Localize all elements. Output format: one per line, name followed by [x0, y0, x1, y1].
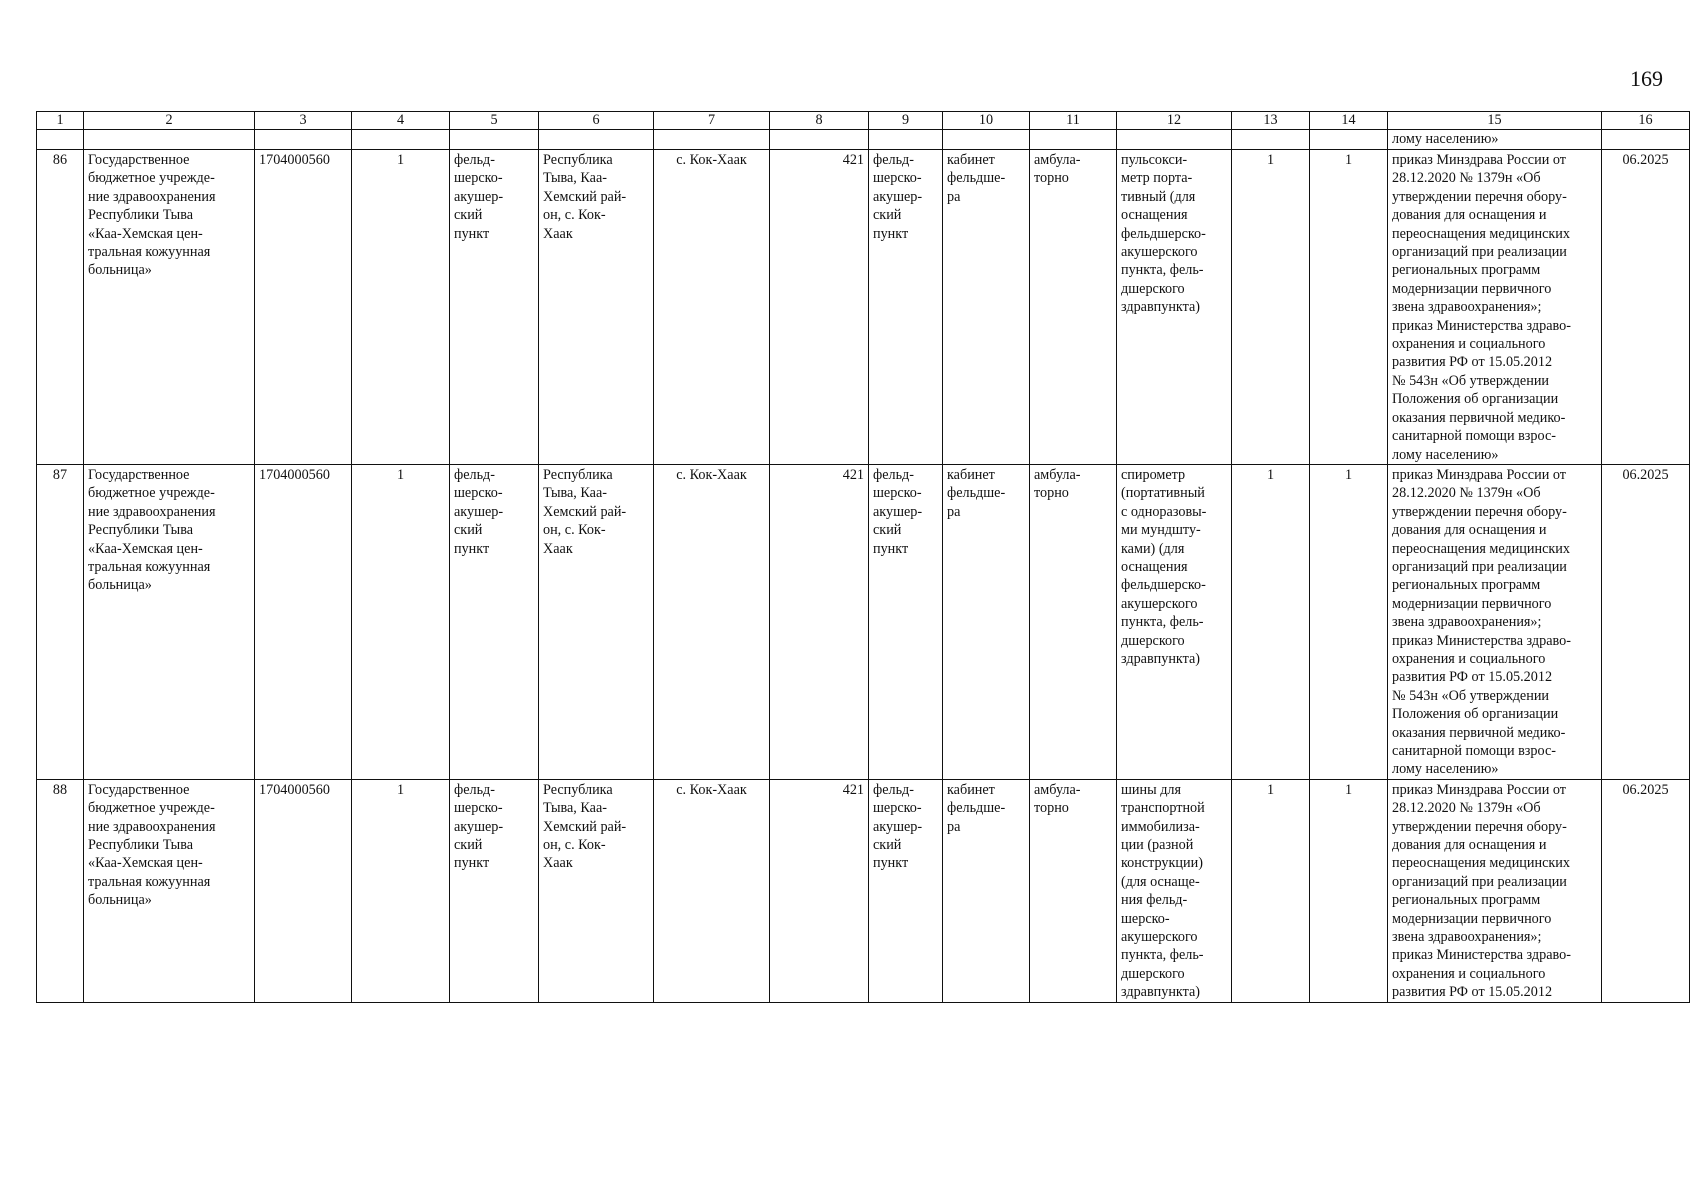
settlement: с. Кок-Хаак	[654, 464, 770, 779]
organization-name: Государственное бюджетное учрежде- ние здравоохранения Республики Тыва «Каа-Хемская цен- тральная кожуунная больница»	[84, 779, 255, 1002]
column-header: 5	[450, 112, 539, 130]
table-row	[37, 779, 1690, 1002]
col8-value: 421	[770, 150, 869, 465]
facility-type: фельд- шерско- акушер- ский пункт	[450, 779, 539, 1002]
unit-type: фельд- шерско- акушер- ский пункт	[869, 464, 943, 779]
equipment-table	[36, 111, 1690, 1003]
organization-code: 1704000560	[255, 779, 352, 1002]
facility-address: Республика Тыва, Каа- Хемский рай- он, с. Кок- Хаак	[539, 779, 654, 1002]
room-name: кабинет фельдше- ра	[943, 150, 1030, 465]
column-header: 4	[352, 112, 450, 130]
column-header: 6	[539, 112, 654, 130]
column-header: 2	[84, 112, 255, 130]
col8-value: 421	[770, 779, 869, 1002]
due-date: 06.2025	[1602, 150, 1690, 465]
column-header: 7	[654, 112, 770, 130]
column-header: 10	[943, 112, 1030, 130]
col8-value: 421	[770, 464, 869, 779]
col13-value: 1	[1232, 779, 1310, 1002]
facility-type: фельд- шерско- акушер- ский пункт	[450, 464, 539, 779]
col14-value: 1	[1310, 150, 1388, 465]
organization-name: Государственное бюджетное учрежде- ние здравоохранения Республики Тыва «Каа-Хемская цен- тральная кожуунная больница»	[84, 150, 255, 465]
row-number: 88	[37, 779, 84, 1002]
legal-basis: приказ Минздрава России от 28.12.2020 № 1379н «Об утверждении перечня обору- дования для оснащения и переоснащения медицинских организаций при реализации региональных программ модернизации первичного звена здравоохранения»; приказ Министерства здраво- охранения и социального развития РФ от 15.05.2012 № 543н «Об утверждении Положения об организации оказания первичной медико- санитарной помощи взрос- лому населению»	[1388, 464, 1602, 779]
care-condition: амбула- торно	[1030, 779, 1117, 1002]
col4-value: 1	[352, 779, 450, 1002]
column-header: 16	[1602, 112, 1690, 130]
column-header: 11	[1030, 112, 1117, 130]
column-header: 8	[770, 112, 869, 130]
column-header: 15	[1388, 112, 1602, 130]
continuation-text: лому населению»	[1388, 130, 1602, 150]
unit-type: фельд- шерско- акушер- ский пункт	[869, 150, 943, 465]
care-condition: амбула- торно	[1030, 150, 1117, 465]
column-header: 12	[1117, 112, 1232, 130]
legal-basis: приказ Минздрава России от 28.12.2020 № 1379н «Об утверждении перечня обору- дования для оснащения и переоснащения медицинских организаций при реализации региональных программ модернизации первичного звена здравоохранения»; приказ Министерства здраво- охранения и социального развития РФ от 15.05.2012	[1388, 779, 1602, 1002]
column-header: 9	[869, 112, 943, 130]
equipment-name: спирометр (портативный с одноразовы- ми мундшту- ками) (для оснащения фельдшерско- акушерского пункта, фель- дшерского здравпункта)	[1117, 464, 1232, 779]
unit-type: фельд- шерско- акушер- ский пункт	[869, 779, 943, 1002]
col13-value: 1	[1232, 150, 1310, 465]
settlement: с. Кок-Хаак	[654, 150, 770, 465]
column-header: 13	[1232, 112, 1310, 130]
organization-code: 1704000560	[255, 464, 352, 779]
column-number-row	[37, 112, 1690, 130]
room-name: кабинет фельдше- ра	[943, 464, 1030, 779]
col4-value: 1	[352, 150, 450, 465]
due-date: 06.2025	[1602, 779, 1690, 1002]
col4-value: 1	[352, 464, 450, 779]
page-number: 169	[1630, 66, 1663, 91]
col13-value: 1	[1232, 464, 1310, 779]
facility-address: Республика Тыва, Каа- Хемский рай- он, с. Кок- Хаак	[539, 464, 654, 779]
row-number: 87	[37, 464, 84, 779]
col14-value: 1	[1310, 779, 1388, 1002]
organization-code: 1704000560	[255, 150, 352, 465]
due-date: 06.2025	[1602, 464, 1690, 779]
facility-type: фельд- шерско- акушер- ский пункт	[450, 150, 539, 465]
facility-address: Республика Тыва, Каа- Хемский рай- он, с. Кок- Хаак	[539, 150, 654, 465]
organization-name: Государственное бюджетное учрежде- ние здравоохранения Республики Тыва «Каа-Хемская цен- тральная кожуунная больница»	[84, 464, 255, 779]
room-name: кабинет фельдше- ра	[943, 779, 1030, 1002]
care-condition: амбула- торно	[1030, 464, 1117, 779]
column-header: 14	[1310, 112, 1388, 130]
equipment-name: пульсокси- метр порта- тивный (для оснащения фельдшерско- акушерского пункта, фель- дшерского здравпункта)	[1117, 150, 1232, 465]
legal-basis: приказ Минздрава России от 28.12.2020 № 1379н «Об утверждении перечня обору- дования для оснащения и переоснащения медицинских организаций при реализации региональных программ модернизации первичного звена здравоохранения»; приказ Министерства здраво- охранения и социального развития РФ от 15.05.2012 № 543н «Об утверждении Положения об организации оказания первичной медико- санитарной помощи взрос- лому населению»	[1388, 150, 1602, 465]
row-number: 86	[37, 150, 84, 465]
col14-value: 1	[1310, 464, 1388, 779]
continuation-row	[37, 130, 1690, 150]
table-row	[37, 464, 1690, 779]
column-header: 1	[37, 112, 84, 130]
settlement: с. Кок-Хаак	[654, 779, 770, 1002]
column-header: 3	[255, 112, 352, 130]
equipment-name: шины для транспортной иммобилиза- ции (разной конструкции) (для оснаще- ния фельд- шерско- акушерского пункта, фель- дшерского здравпункта)	[1117, 779, 1232, 1002]
table-row	[37, 150, 1690, 465]
